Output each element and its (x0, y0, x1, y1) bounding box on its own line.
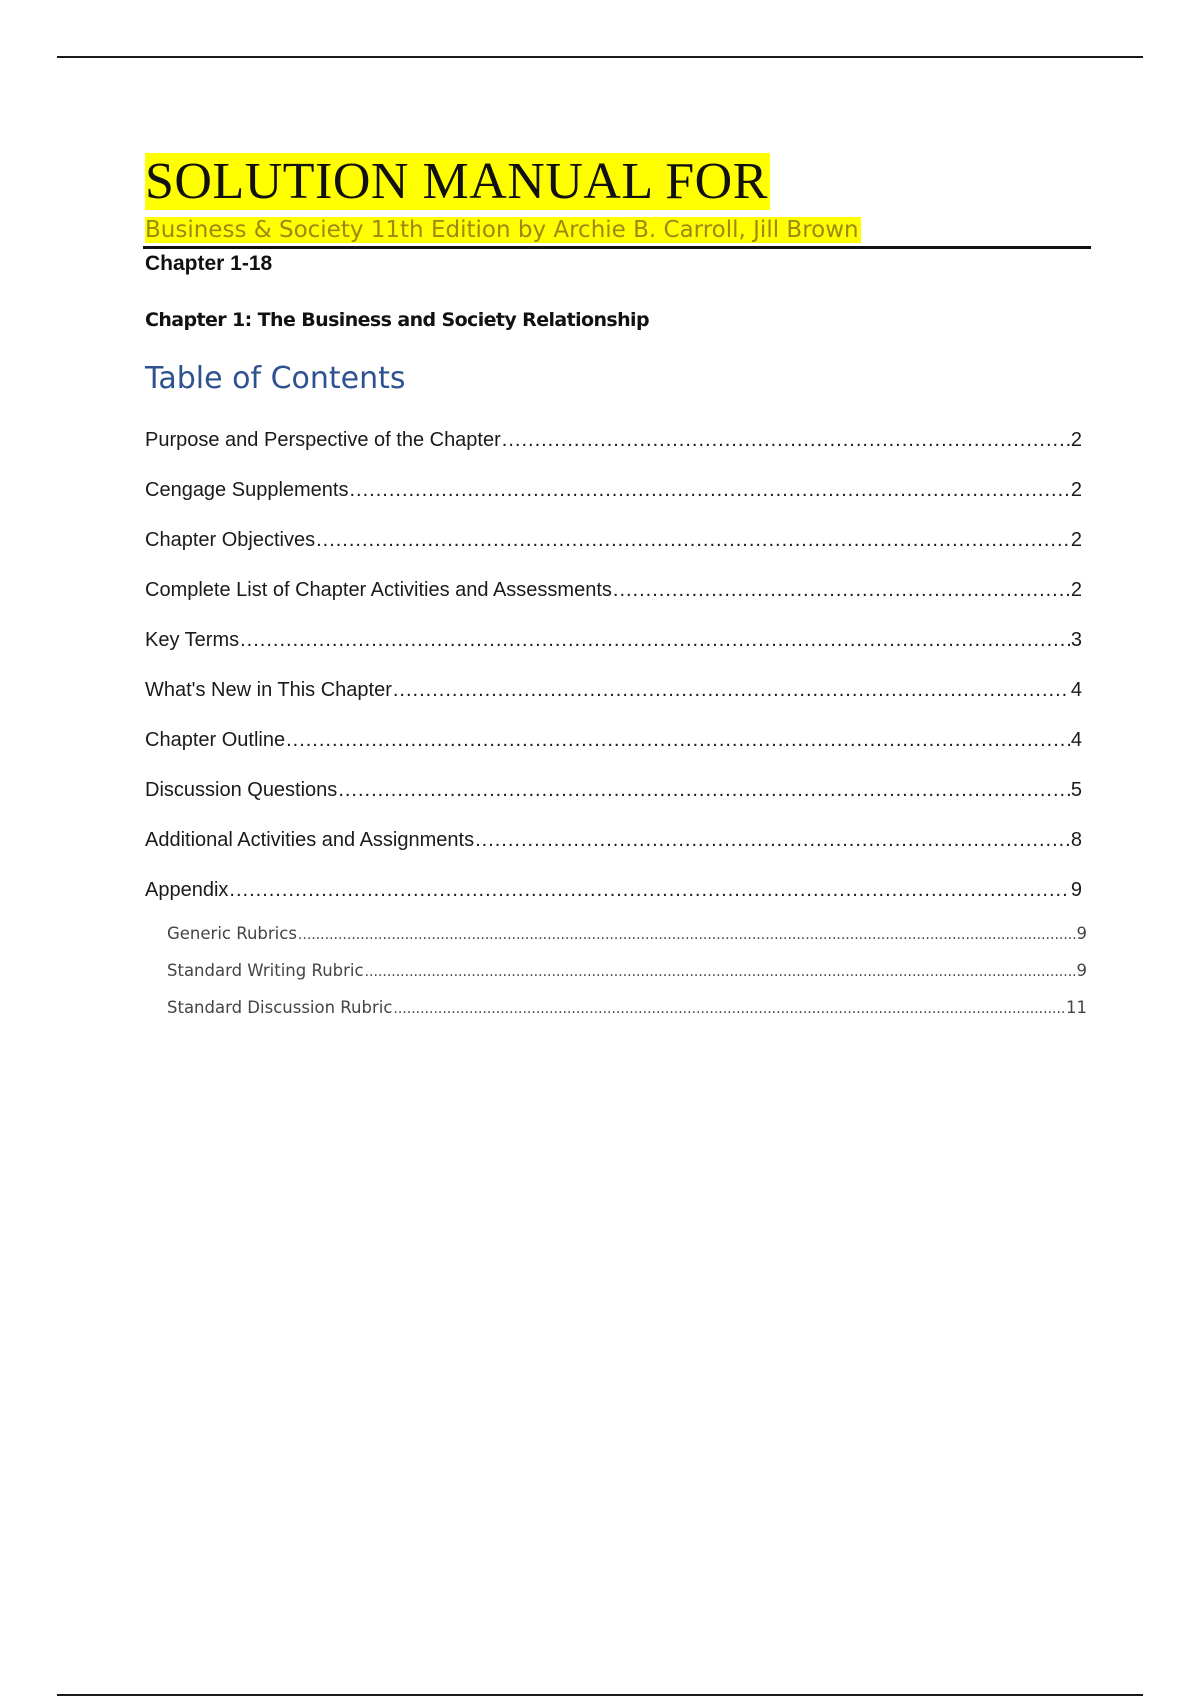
toc-entry-page: 8 (1070, 829, 1082, 851)
toc-entry-page: 4 (1070, 679, 1082, 701)
document-subtitle-text: Business & Society 11th Edition by Archie B. Carroll, Jill Brown (145, 217, 859, 243)
toc-dot-leader (393, 665, 1070, 715)
toc-dot-leader (316, 515, 1070, 565)
toc-dot-leader (229, 865, 1069, 915)
toc-subentry-label: Generic Rubrics (167, 924, 297, 943)
toc-entry-label: Additional Activities and Assignments (145, 829, 475, 851)
toc-entry[interactable] (145, 465, 1082, 515)
toc-subentry-label: Standard Discussion Rubric (167, 998, 393, 1017)
toc-entry[interactable] (145, 815, 1082, 865)
toc-subentry-page: 11 (1066, 998, 1087, 1017)
toc-entry-page: 9 (1070, 879, 1082, 901)
toc-subentry[interactable] (167, 915, 1087, 952)
document-title (145, 150, 1090, 214)
toc-entry[interactable] (145, 565, 1082, 615)
document-subtitle (145, 214, 1090, 246)
toc-entry-page: 2 (1070, 429, 1082, 451)
toc-entry[interactable] (145, 765, 1082, 815)
toc-entry-label: Purpose and Perspective of the Chapter (145, 429, 501, 451)
toc-dot-leader (349, 465, 1069, 515)
toc-entry[interactable] (145, 865, 1082, 915)
toc-entry-label: Complete List of Chapter Activities and Assessments (145, 579, 612, 601)
toc-dot-leader (393, 991, 1065, 1028)
toc-entry-label: Cengage Supplements (145, 479, 349, 501)
toc-subentry-page: 9 (1076, 961, 1087, 980)
toc-heading: Table of Contents (145, 361, 406, 396)
toc-subentry-page: 9 (1076, 924, 1087, 943)
chapter-range: Chapter 1-18 (145, 252, 273, 275)
document-body (145, 150, 1090, 1026)
toc-entry[interactable] (145, 715, 1082, 765)
toc-entry-page: 2 (1070, 579, 1082, 601)
toc-dot-leader (298, 917, 1076, 954)
toc-subentry[interactable] (167, 952, 1087, 989)
toc-entry[interactable] (145, 415, 1082, 465)
toc-entry-label: What's New in This Chapter (145, 679, 392, 701)
chapter-heading: Chapter 1: The Business and Society Relationship (145, 309, 649, 331)
top-page-rule (57, 56, 1143, 58)
toc-entry-page: 2 (1070, 529, 1082, 551)
toc-dot-leader (613, 565, 1070, 615)
toc-entry-page: 5 (1070, 779, 1082, 801)
toc-entry[interactable] (145, 615, 1082, 665)
toc-entry-page: 4 (1070, 729, 1082, 751)
toc-entry-page: 3 (1070, 629, 1082, 651)
toc-entry-page: 2 (1070, 479, 1082, 501)
toc-subentry-label: Standard Writing Rubric (167, 961, 364, 980)
toc-dot-leader (475, 815, 1070, 865)
title-divider (143, 246, 1091, 249)
document-title-text: SOLUTION MANUAL FOR (145, 153, 768, 210)
table-of-contents (145, 415, 1090, 1026)
toc-entry[interactable] (145, 515, 1082, 565)
toc-entry-label: Chapter Outline (145, 729, 286, 751)
toc-entry-label: Key Terms (145, 629, 240, 651)
toc-dot-leader (365, 954, 1076, 991)
toc-dot-leader (240, 615, 1070, 665)
toc-entry-label: Discussion Questions (145, 779, 338, 801)
toc-entry-label: Appendix (145, 879, 229, 901)
toc-entry[interactable] (145, 665, 1082, 715)
toc-subentry[interactable] (167, 989, 1087, 1026)
toc-dot-leader (286, 715, 1070, 765)
toc-dot-leader (338, 765, 1070, 815)
toc-entry-label: Chapter Objectives (145, 529, 316, 551)
bottom-page-rule (57, 1694, 1143, 1696)
toc-dot-leader (502, 415, 1070, 465)
